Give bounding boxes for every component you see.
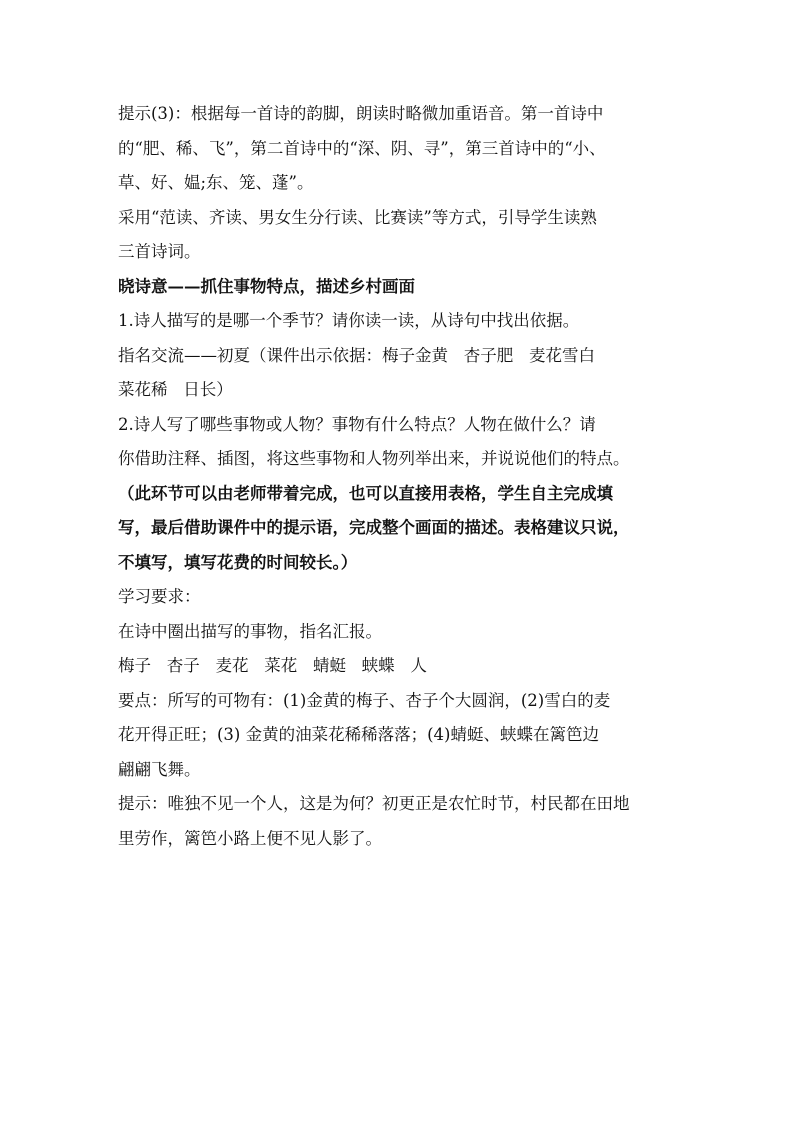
section-heading: 晓诗意——抓住事物特点，描述乡村画面: [118, 276, 415, 296]
paragraph-line: 菜花稀 日长）: [118, 380, 233, 399]
paragraph-line: 翩翩飞舞。: [118, 759, 201, 779]
paragraph-line: 学习要求：: [118, 587, 201, 606]
paragraph-line: 的“肥、稀、飞”，第二首诗中的“深、阴、寻”，第三首诗中的“小、: [118, 138, 606, 158]
word-list-line: 梅子 杏子 麦花 菜花 蜻蜓 蛱蝶 人: [118, 656, 427, 675]
paragraph-line: 草、好、媪;东、笼、蓬”。: [118, 173, 314, 192]
paragraph-line: 你借助注释、插图，将这些事物和人物列举出来，并说说他们的特点。: [118, 449, 630, 468]
paragraph-line: 采用“范读、齐读、男女生分行读、比赛读”等方式，引导学生读熟: [118, 207, 597, 227]
paragraph-line: 里劳作，篱笆小路上便不见人影了。: [118, 828, 382, 848]
teaching-note-line: 写，最后借助课件中的提示语，完成整个画面的描述。表格建议只说，: [118, 518, 630, 537]
teaching-note-line: （此环节可以由老师带着完成，也可以直接用表格，学生自主完成填: [118, 483, 613, 503]
paragraph-line: 2.诗人写了哪些事物或人物？事物有什么特点？人物在做什么？请: [118, 414, 596, 434]
paragraph-line: 要点：所写的可物有：(1)金黄的梅子、杏子个大圆润，(2)雪白的麦: [118, 690, 611, 710]
document-page: [118, 104, 688, 863]
paragraph-line: 1.诗人描写的是哪一个季节？请你读一读，从诗句中找出依据。: [118, 311, 580, 330]
paragraph-line: 在诗中圈出描写的事物，指名汇报。: [118, 621, 382, 641]
paragraph-line: 三首诗词。: [118, 242, 201, 261]
paragraph-line: 指名交流——初夏（课件出示依据：梅子金黄 杏子肥 麦花雪白: [118, 345, 595, 365]
paragraph-line: 提示(3)：根据每一首诗的韵脚，朗读时略微加重语音。第一首诗中: [118, 104, 604, 123]
paragraph-line: 花开得正旺；(3) 金黄的油菜花稀稀落落；(4)蜻蜓、蛱蝶在篱笆边: [118, 725, 599, 744]
teaching-note-line: 不填写，填写花费的时间较长。）: [118, 552, 358, 572]
paragraph-line: 提示：唯独不见一个人，这是为何？初更正是农忙时节，村民都在田地: [118, 794, 630, 813]
